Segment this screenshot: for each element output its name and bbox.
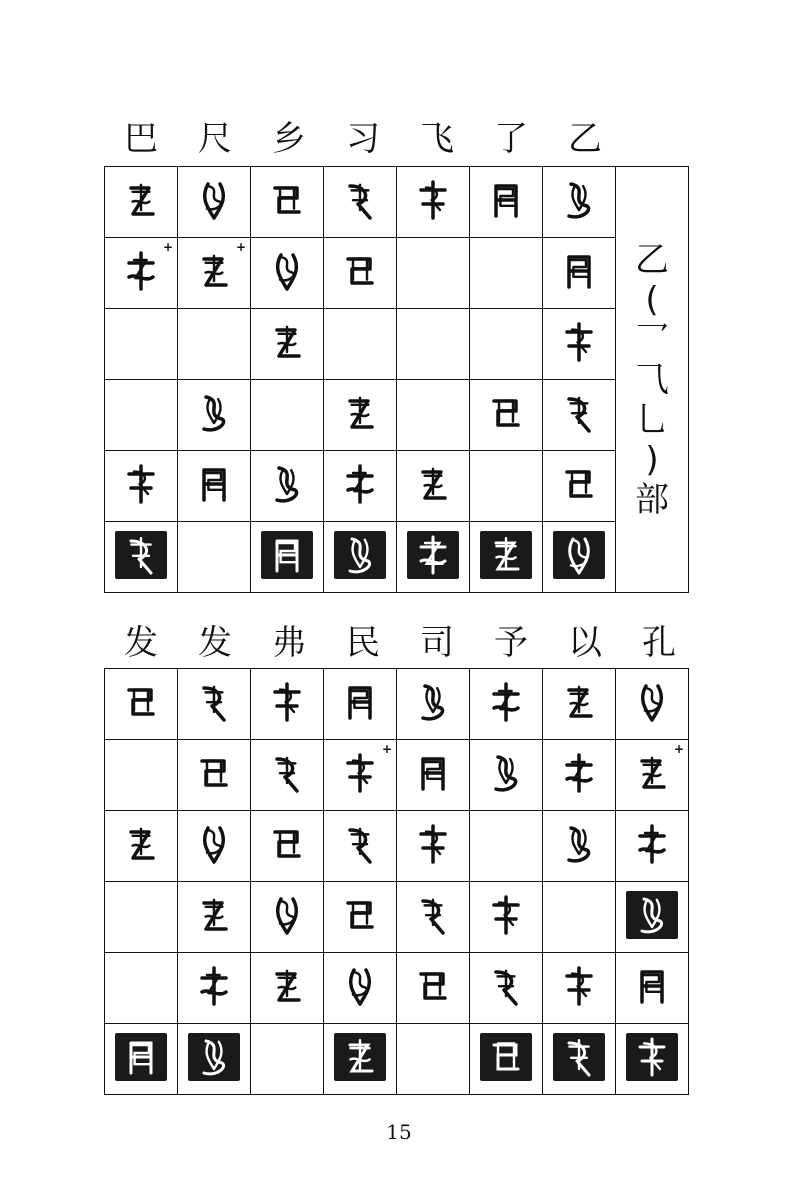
ancient-glyph-icon: [559, 780, 599, 799]
header-char: 予: [494, 623, 528, 663]
header-char: 司: [420, 623, 454, 663]
ancient-glyph-icon: [413, 851, 453, 870]
glyph-cell: [178, 522, 251, 593]
glyph-cell: [470, 669, 543, 740]
ancient-glyph-icon: [267, 349, 307, 368]
header-char: 民: [346, 623, 380, 663]
ancient-glyph-icon: [121, 491, 161, 510]
glyph-cell: [397, 522, 470, 593]
header-char: 弗: [272, 623, 306, 663]
glyph-cell: [543, 740, 616, 811]
ancient-glyph-icon: [121, 709, 161, 728]
glyph-cell: [105, 953, 178, 1024]
glyph-cell: [178, 882, 251, 953]
glyph-cell: [616, 953, 689, 1024]
ancient-glyph-icon: [267, 922, 307, 941]
ancient-glyph-icon: [486, 993, 526, 1012]
header-char: 了: [494, 119, 528, 159]
glyph-cell: [178, 167, 251, 238]
glyph-cell: [251, 882, 324, 953]
glyph-cell: [105, 882, 178, 953]
glyph-row: [105, 882, 689, 953]
header-char: 乙: [568, 119, 602, 159]
glyph-cell: [178, 380, 251, 451]
glyph-cell: [324, 309, 397, 380]
glyph-cell: [470, 522, 543, 593]
glyph-cell: [251, 811, 324, 882]
ancient-glyph-icon: [413, 993, 453, 1012]
glyph-cell: [324, 167, 397, 238]
header-char: 发: [198, 623, 232, 663]
seal-glyph-icon: [403, 568, 463, 587]
glyph-cell: [324, 811, 397, 882]
glyph-cell: [543, 1024, 616, 1095]
ancient-glyph-icon: [486, 780, 526, 799]
glyph-row: [105, 522, 689, 593]
header-char: 习: [346, 119, 380, 159]
ancient-glyph-icon: [267, 278, 307, 297]
glyph-cell: [397, 740, 470, 811]
seal-glyph-icon: [549, 1070, 609, 1089]
plus-marker-icon: +: [673, 742, 684, 756]
glyph-cell: [543, 309, 616, 380]
glyph-cell: [105, 811, 178, 882]
glyph-cell: [470, 451, 543, 522]
glyph-cell: [251, 167, 324, 238]
glyph-cell: [397, 167, 470, 238]
ancient-glyph-icon: [194, 420, 234, 439]
ancient-glyph-icon: [194, 491, 234, 510]
seal-glyph-icon: [257, 568, 317, 587]
glyph-row: [105, 669, 689, 740]
glyph-cell: [251, 740, 324, 811]
ancient-glyph-icon: [121, 207, 161, 226]
glyph-cell: [543, 882, 616, 953]
ancient-glyph-icon: [632, 709, 672, 728]
ancient-glyph-icon: [413, 709, 453, 728]
seal-glyph-icon: [111, 1070, 171, 1089]
ancient-glyph-icon: [194, 780, 234, 799]
section1-glyph-table: [104, 166, 689, 593]
ancient-glyph-icon: [340, 993, 380, 1012]
ancient-glyph-icon: [340, 851, 380, 870]
ancient-glyph-icon: [194, 278, 234, 297]
glyph-cell: [543, 238, 616, 309]
glyph-cell: [470, 740, 543, 811]
glyph-cell: [251, 238, 324, 309]
seal-glyph-icon: [330, 1070, 390, 1089]
ancient-glyph-icon: [413, 780, 453, 799]
ancient-glyph-icon: [632, 780, 672, 799]
glyph-cell: [178, 238, 251, 309]
ancient-glyph-icon: [340, 709, 380, 728]
glyph-cell: [470, 238, 543, 309]
glyph-row: [105, 451, 689, 522]
ancient-glyph-icon: [559, 993, 599, 1012]
ancient-glyph-icon: [413, 922, 453, 941]
seal-glyph-icon: [111, 568, 171, 587]
ancient-glyph-icon: [559, 420, 599, 439]
glyph-row: [105, 309, 689, 380]
ancient-glyph-icon: [194, 207, 234, 226]
glyph-cell: [397, 811, 470, 882]
page-number: 15: [386, 1120, 412, 1144]
glyph-cell: [470, 1024, 543, 1095]
ancient-glyph-icon: [632, 993, 672, 1012]
glyph-cell: [105, 1024, 178, 1095]
glyph-cell: [470, 953, 543, 1024]
plus-marker-icon: +: [162, 240, 173, 254]
ancient-glyph-icon: [559, 349, 599, 368]
glyph-cell: [105, 309, 178, 380]
ancient-glyph-icon: [559, 278, 599, 297]
section2-glyph-table: [104, 668, 689, 1095]
glyph-cell: [178, 1024, 251, 1095]
seal-glyph-icon: [184, 1070, 244, 1089]
glyph-cell: [105, 167, 178, 238]
glyph-cell: [470, 309, 543, 380]
glyph-row: [105, 1024, 689, 1095]
ancient-glyph-icon: [267, 207, 307, 226]
header-char: 发: [124, 623, 158, 663]
glyph-cell: [324, 740, 397, 811]
ancient-glyph-icon: [486, 922, 526, 941]
glyph-cell: [251, 953, 324, 1024]
glyph-cell: [616, 669, 689, 740]
glyph-cell: [178, 811, 251, 882]
glyph-cell: [324, 669, 397, 740]
glyph-cell: [251, 451, 324, 522]
ancient-glyph-icon: [340, 922, 380, 941]
seal-glyph-icon: [330, 568, 390, 587]
glyph-cell: [178, 669, 251, 740]
ancient-glyph-icon: [267, 780, 307, 799]
radical-label-char: ): [645, 439, 659, 480]
radical-label-char: 部: [635, 479, 669, 520]
glyph-row: [105, 167, 689, 238]
glyph-cell: [105, 451, 178, 522]
glyph-cell: [616, 811, 689, 882]
glyph-cell: [178, 309, 251, 380]
glyph-cell: [178, 953, 251, 1024]
ancient-glyph-icon: [486, 207, 526, 226]
seal-glyph-icon: [622, 928, 682, 947]
glyph-cell: [251, 1024, 324, 1095]
glyph-cell: [616, 882, 689, 953]
glyph-cell: [105, 522, 178, 593]
glyph-cell: [324, 1024, 397, 1095]
glyph-cell: [543, 953, 616, 1024]
radical-label: [616, 167, 689, 593]
glyph-row: [105, 380, 689, 451]
glyph-cell: [324, 882, 397, 953]
glyph-cell: [470, 811, 543, 882]
plus-marker-icon: +: [235, 240, 246, 254]
glyph-cell: [105, 380, 178, 451]
glyph-cell: [397, 669, 470, 740]
glyph-cell: [616, 1024, 689, 1095]
ancient-glyph-icon: [267, 491, 307, 510]
glyph-cell: [105, 740, 178, 811]
glyph-cell: [397, 882, 470, 953]
glyph-cell: [178, 451, 251, 522]
glyph-cell: [324, 953, 397, 1024]
radical-label-char: (: [645, 279, 659, 320]
glyph-cell: [105, 669, 178, 740]
glyph-cell: [543, 167, 616, 238]
glyph-cell: [616, 740, 689, 811]
ancient-glyph-icon: [413, 491, 453, 510]
glyph-cell: [397, 238, 470, 309]
ancient-glyph-icon: [559, 491, 599, 510]
ancient-glyph-icon: [632, 851, 672, 870]
ancient-glyph-icon: [267, 993, 307, 1012]
seal-glyph-icon: [476, 568, 536, 587]
glyph-cell: [543, 811, 616, 882]
glyph-cell: [397, 451, 470, 522]
plus-marker-icon: +: [381, 742, 392, 756]
radical-label-char: 乛: [635, 319, 669, 360]
header-char: 飞: [420, 119, 454, 159]
ancient-glyph-icon: [267, 851, 307, 870]
glyph-row: [105, 953, 689, 1024]
ancient-glyph-icon: [340, 278, 380, 297]
glyph-cell: [397, 380, 470, 451]
seal-glyph-icon: [549, 568, 609, 587]
glyph-cell: [543, 669, 616, 740]
ancient-glyph-icon: [559, 851, 599, 870]
ancient-glyph-icon: [267, 709, 307, 728]
glyph-cell: [324, 451, 397, 522]
glyph-cell: [397, 1024, 470, 1095]
glyph-cell: [470, 380, 543, 451]
glyph-row: [105, 238, 689, 309]
glyph-cell: [251, 522, 324, 593]
glyph-row: [105, 811, 689, 882]
ancient-glyph-icon: [486, 420, 526, 439]
seal-glyph-icon: [622, 1070, 682, 1089]
glyph-cell: [178, 740, 251, 811]
ancient-glyph-icon: [121, 851, 161, 870]
ancient-glyph-icon: [340, 420, 380, 439]
header-char: 巴: [124, 119, 158, 159]
ancient-glyph-icon: [194, 709, 234, 728]
ancient-glyph-icon: [340, 780, 380, 799]
glyph-cell: [324, 238, 397, 309]
glyph-cell: [543, 522, 616, 593]
radical-label-char: 乚: [635, 399, 669, 440]
ancient-glyph-icon: [121, 278, 161, 297]
section1-header-row: [104, 114, 696, 164]
ancient-glyph-icon: [559, 207, 599, 226]
ancient-glyph-icon: [340, 491, 380, 510]
glyph-cell: [324, 522, 397, 593]
glyph-cell: [470, 167, 543, 238]
glyph-cell: [251, 380, 324, 451]
glyph-cell: [105, 238, 178, 309]
glyph-cell: [543, 380, 616, 451]
header-char: 孔: [642, 623, 676, 663]
ancient-glyph-icon: [194, 993, 234, 1012]
ancient-glyph-icon: [340, 207, 380, 226]
ancient-glyph-icon: [413, 207, 453, 226]
radical-label-char: 乙: [635, 239, 669, 280]
glyph-cell: [251, 669, 324, 740]
ancient-glyph-icon: [486, 709, 526, 728]
glyph-cell: [543, 451, 616, 522]
header-char: 乡: [272, 119, 306, 159]
seal-glyph-icon: [476, 1070, 536, 1089]
glyph-cell: [397, 953, 470, 1024]
glyph-row: [105, 740, 689, 811]
header-char: 以: [568, 623, 602, 663]
section2-header-row: [104, 618, 696, 668]
radical-label-char: ⺄: [635, 359, 669, 400]
header-char: 尺: [198, 119, 232, 159]
glyph-cell: [470, 882, 543, 953]
glyph-cell: [251, 309, 324, 380]
ancient-glyph-icon: [194, 922, 234, 941]
ancient-glyph-icon: [559, 709, 599, 728]
glyph-cell: [397, 309, 470, 380]
glyph-cell: [324, 380, 397, 451]
ancient-glyph-icon: [194, 851, 234, 870]
